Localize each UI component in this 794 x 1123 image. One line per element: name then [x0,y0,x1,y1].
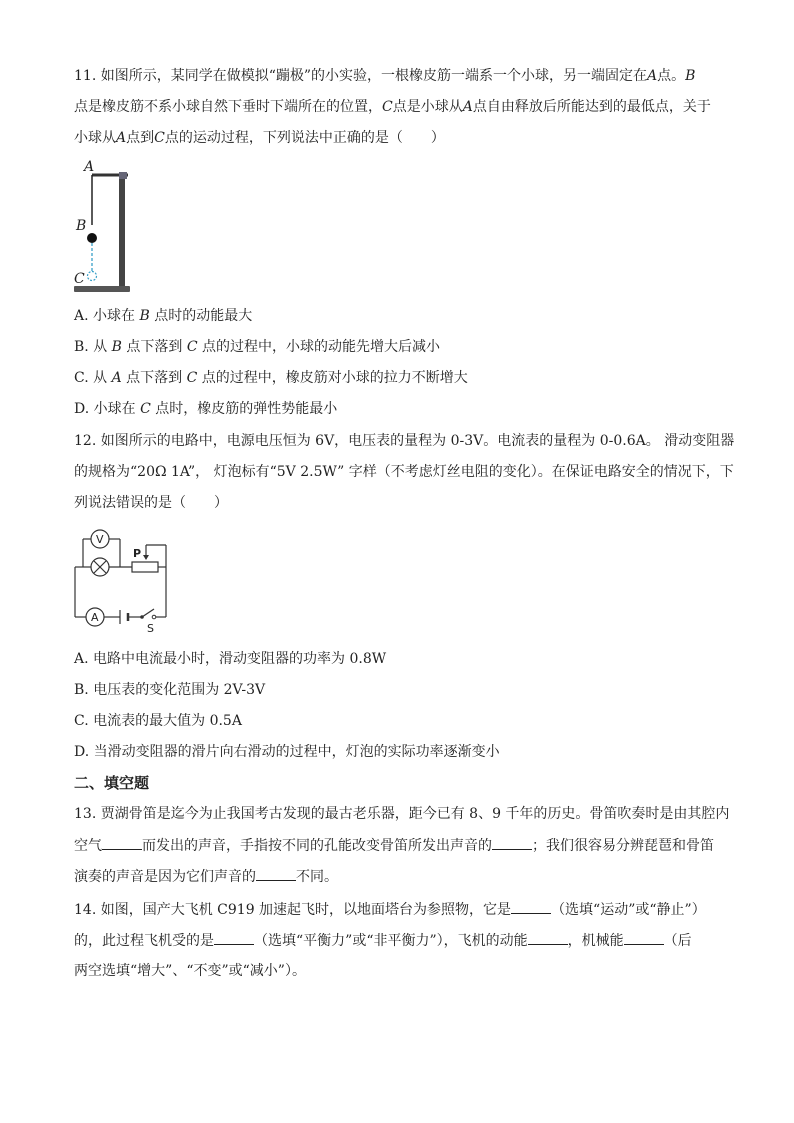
q12-line-2: 的规格为“20Ω 1A”， 灯泡标有“5V 2.5W” 字样（不考虑灯丝电阻的变化）。在保证电路安全的情况下，下 [74,464,734,480]
q11-var: A [647,68,658,84]
q14-line-3: 两空选填“增大”、“不变”或“减小”）。 [74,963,306,979]
q12-option-c[interactable]: C. 电流表的最大值为 0.5A [74,713,242,729]
answer-blank[interactable] [528,930,568,945]
q11-var: A [116,130,127,146]
q11-text: 小球从 [74,130,116,146]
q13-line-1: 13. 贾湖骨笛是迄今为止我国考古发现的最古老乐器，距今已有 8、9 千年的历史。骨笛吹奏时是由其腔内 [74,806,730,822]
q11-option-c[interactable]: C. 从 A 点下落到 C 点的过程中，橡皮筋对小球的拉力不断增大 [74,370,468,386]
q12-option-b[interactable]: B. 电压表的变化范围为 2V-3V [74,682,266,698]
label-a: A [84,159,95,175]
q11-line-3 [74,128,445,148]
q11-text: 点是小球从 [392,99,463,115]
q11-text: 点自由释放后所能达到的最低点，关于 [472,99,711,115]
switch-contact [152,615,156,619]
q13-line-2: 空气 而发出的声音，手指按不同的孔能改变骨笛所发出声音的 ；我们很容易分辨琵琶和骨笛 [74,835,714,856]
q11-option-b[interactable]: B. 从 B 点下落到 C 点的过程中，小球的动能先增大后减小 [74,339,441,355]
q11-text: 点。 [657,68,686,84]
answer-blank[interactable] [492,835,532,850]
slider-arrow-icon [143,555,149,560]
answer-blank[interactable] [624,930,664,945]
q11-text: 点是橡皮筋不系小球自然下垂时下端所在的位置， [74,99,382,115]
q11-text: 11. 如图所示，某同学在做模拟“蹦极”的小实验，一根橡皮筋一端系一个小球，另一端固定在 [74,68,648,84]
q11-text: 点的运动过程，下列说法中正确的是（ ） [164,130,445,146]
q12-option-d[interactable]: D. 当滑动变阻器的滑片向右滑动的过程中，灯泡的实际功率逐渐变小 [74,744,500,760]
q14-line-1: 14. 如图，国产大飞机 C919 加速起飞时，以地面塔台为参照物，它是 （选填“运动”或“静止”） [74,899,706,920]
q11-var: B [685,68,696,84]
answer-blank[interactable] [511,899,551,914]
slider-label: P [133,547,142,560]
q11-text: 点到 [126,130,155,146]
ball-icon [87,233,97,243]
rheostat [132,562,158,572]
ammeter-label: A [91,611,99,624]
q11-var: A [462,99,473,115]
stand-clamp [119,172,127,179]
q12-line-3: 列说法错误的是（ ） [74,495,228,511]
q11-option-d[interactable]: D. 小球在 C 点时，橡皮筋的弹性势能最小 [74,401,338,417]
q11-var: C [382,99,393,115]
q13-line-3: 演奏的声音是因为它们声音的 不同。 [74,866,338,887]
ghost-ball-icon [88,272,97,281]
q11-var: C [154,130,165,146]
switch-label: S [147,622,154,635]
q14-line-2: 的，此过程飞机受的是 （选填“平衡力”或“非平衡力”），飞机的动能 ，机械能 （后 [74,930,692,951]
voltmeter-label: V [96,533,104,546]
switch-pivot [140,615,144,619]
answer-blank[interactable] [102,835,142,850]
q12-option-a[interactable]: A. 电路中电流最小时，滑动变阻器的功率为 0.8W [74,651,387,667]
bungee-stand-diagram [70,155,140,295]
answer-blank[interactable] [256,866,296,881]
section-heading: 二、填空题 [74,774,150,792]
label-b: B [76,218,87,234]
answer-blank[interactable] [214,930,254,945]
q11-line-2 [74,97,711,117]
q11-line-1 [74,66,695,86]
q12-line-1: 12. 如图所示的电路中，电源电压恒为 6V，电压表的量程为 0-3V。电流表的量程为 0-0.6A。 滑动变阻器 [74,433,735,449]
stand-pole [119,175,125,287]
label-c: C [74,271,85,287]
circuit-diagram [70,525,180,635]
q11-option-a[interactable]: A. 小球在 B 点时的动能最大 [74,308,253,324]
